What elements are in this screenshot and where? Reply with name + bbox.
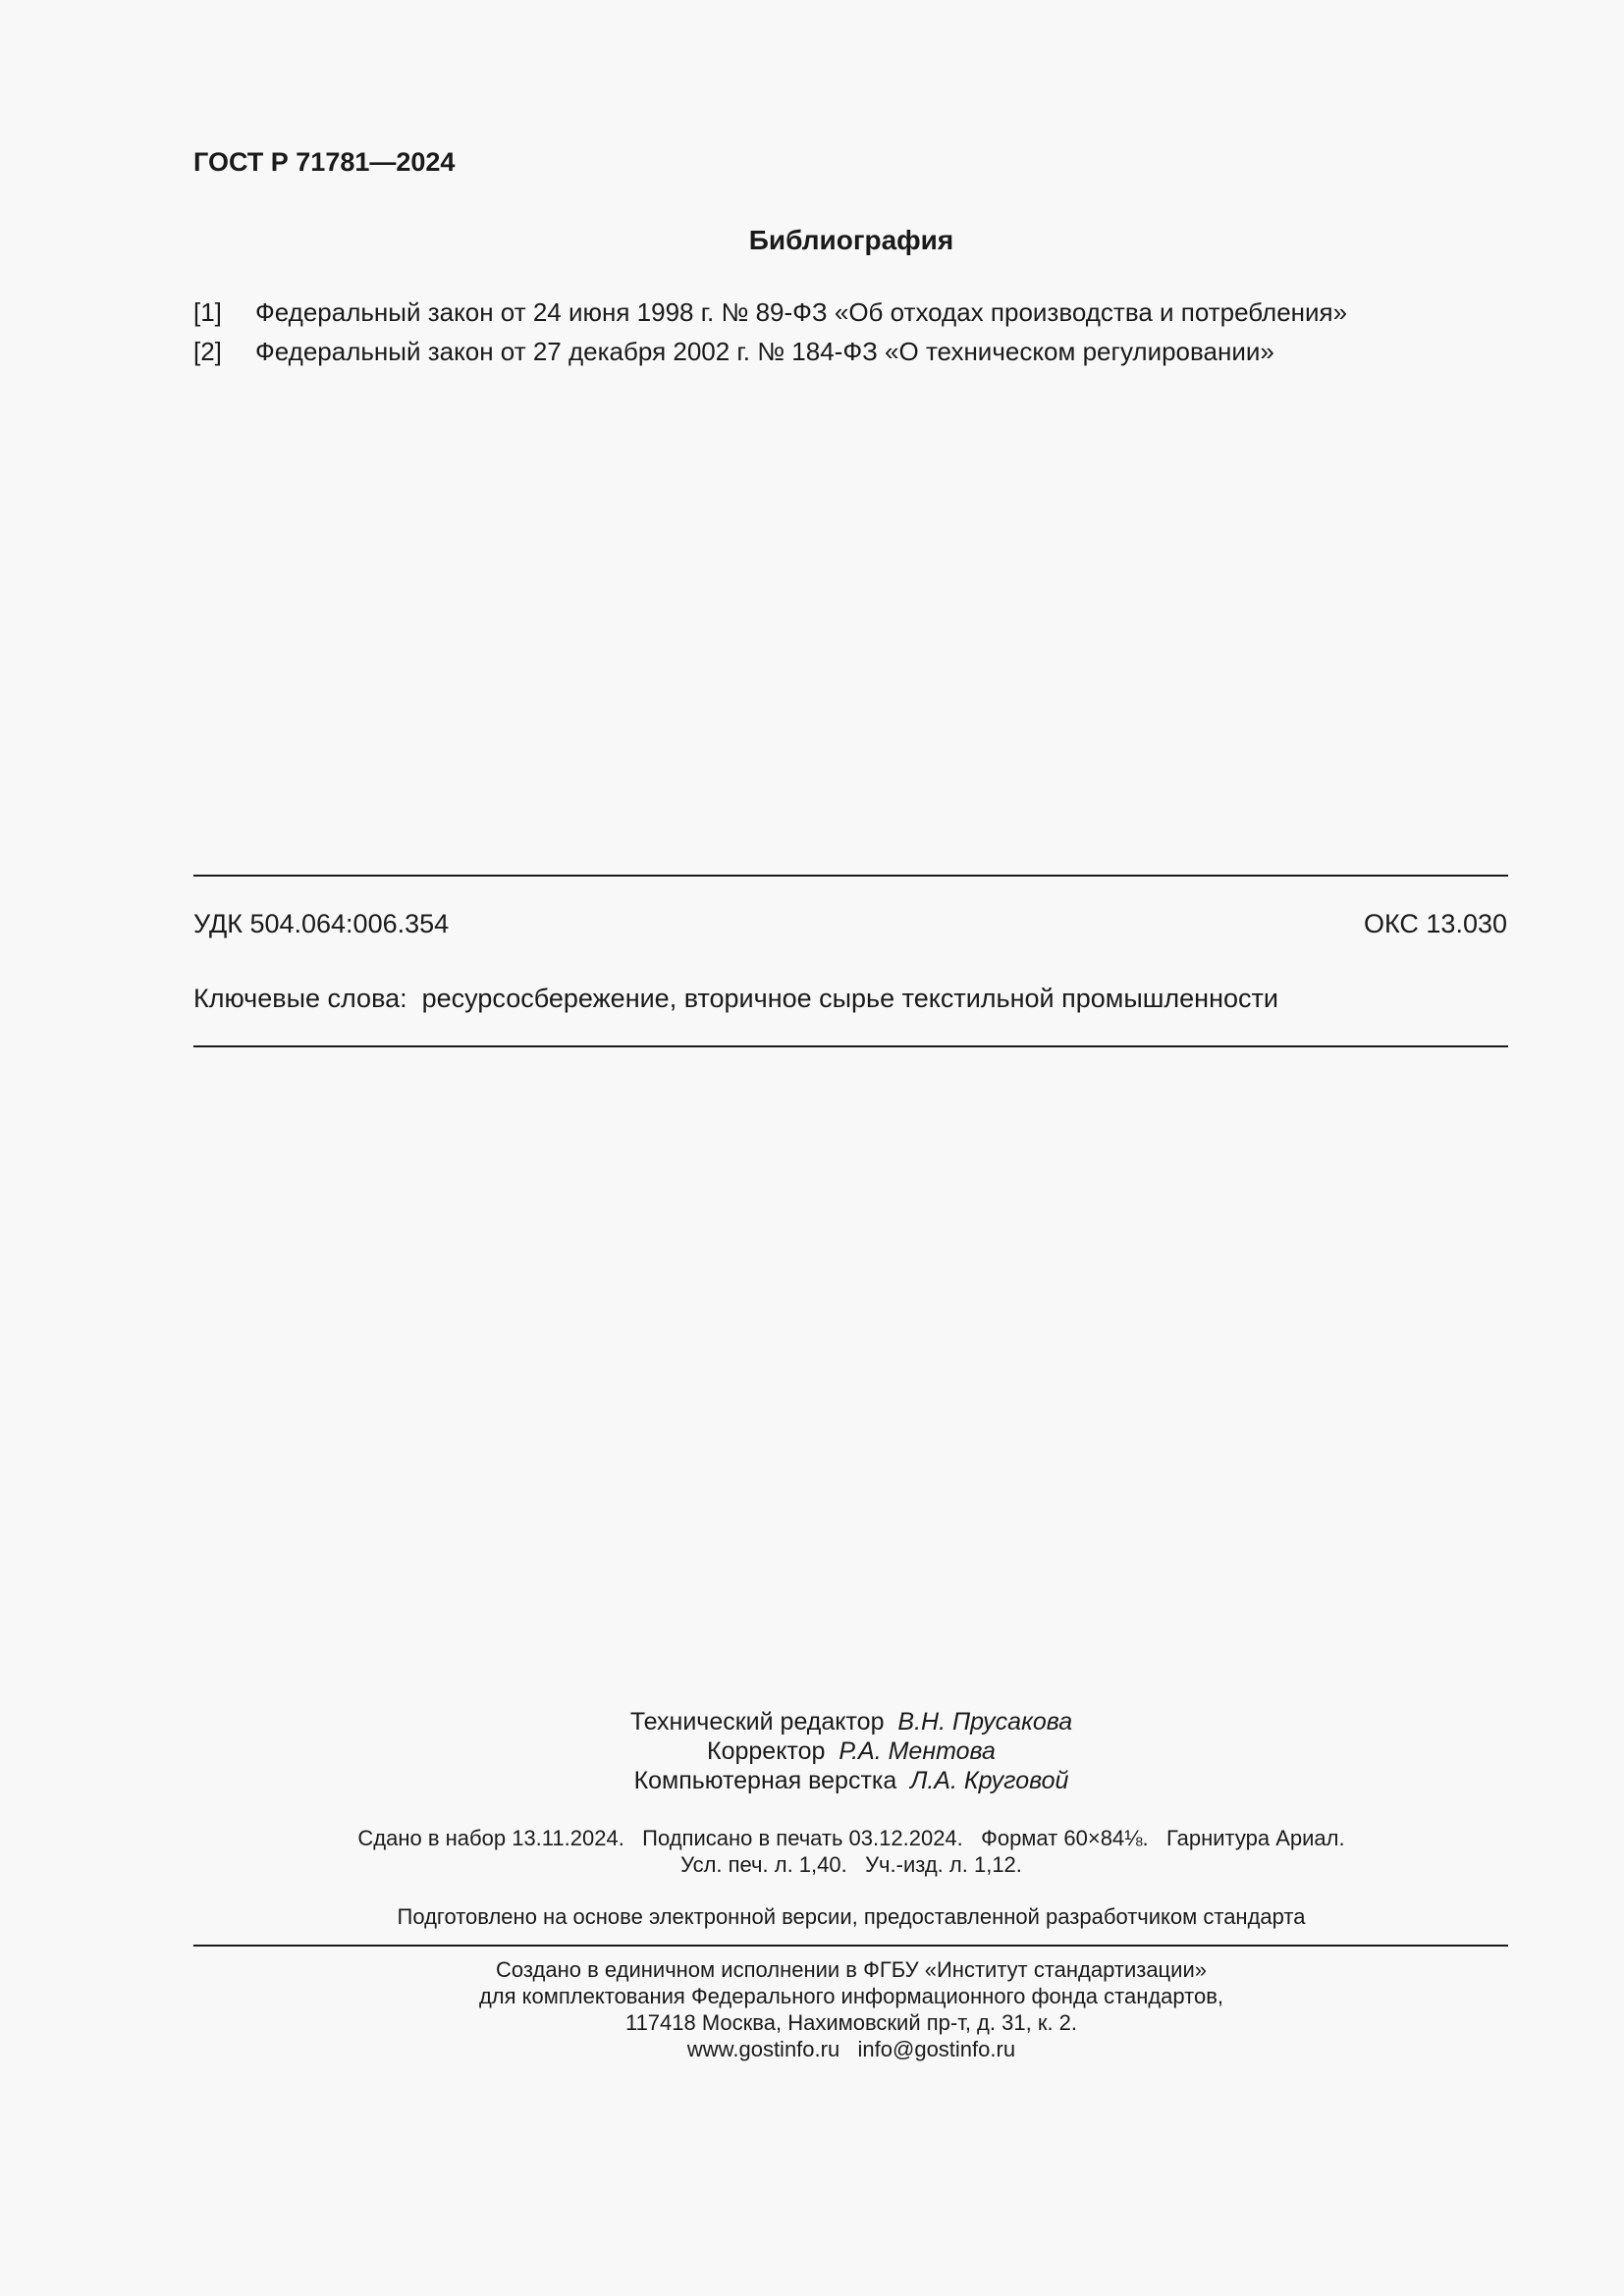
bibliography-item-text: Федеральный закон от 24 июня 1998 г. № 89-ФЗ «Об отходах производства и потребления» — [255, 297, 1348, 327]
bibliography-item-number: [2] — [193, 337, 222, 366]
oks-code: ОКС 13.030 — [1363, 909, 1507, 938]
keywords-label: Ключевые слова: — [193, 984, 407, 1013]
divider-bottom — [193, 1945, 1508, 1947]
keywords-line — [193, 984, 1278, 1014]
tech-editor-line — [0, 1708, 1624, 1736]
prepared-note: Подготовлено на основе электронной версии, предоставленной разработчиком стандарта — [397, 1904, 1306, 1929]
corrector-line — [0, 1737, 1624, 1766]
document-code: ГОСТ Р 71781—2024 — [193, 147, 456, 177]
divider-middle — [193, 1045, 1508, 1047]
bibliography-item — [193, 337, 1509, 367]
bibliography-item — [193, 297, 1509, 328]
imprint-line-1: Сдано в набор 13.11.2024. Подписано в печать 03.12.2024. Формат 60×84⅛. Гарнитура Ариал. — [357, 1826, 1345, 1850]
layout-name: Л.А. Круговой — [910, 1767, 1069, 1794]
created-line-2: для комплектования Федерального информационного фонда стандартов, — [478, 1984, 1224, 2008]
layout-label: Компьютерная верстка — [633, 1767, 897, 1794]
keywords-value: ресурсосбережение, вторичное сырье текстильной промышленности — [421, 984, 1278, 1013]
layout-line — [0, 1767, 1624, 1795]
web-contacts: www.gostinfo.ru info@gostinfo.ru — [686, 2037, 1016, 2061]
divider-top — [193, 875, 1508, 877]
bibliography-title: Библиография — [748, 225, 954, 255]
tech-editor-name: В.Н. Прусакова — [897, 1708, 1073, 1735]
bibliography-item-text: Федеральный закон от 27 декабря 2002 г. № 184-ФЗ «О техническом регулировании» — [255, 337, 1274, 366]
created-line-1: Создано в единичном исполнении в ФГБУ «Институт стандартизации» — [496, 1957, 1207, 1982]
address-line: 117418 Москва, Нахимовский пр-т, д. 31, к. 2. — [624, 2010, 1078, 2035]
corrector-label: Корректор — [707, 1737, 826, 1765]
imprint-line-2: Усл. печ. л. 1,40. Уч.-изд. л. 1,12. — [680, 1852, 1022, 1877]
tech-editor-label: Технический редактор — [629, 1708, 885, 1735]
bibliography-item-number: [1] — [193, 297, 222, 327]
corrector-name: Р.А. Ментова — [839, 1737, 996, 1765]
udk-code: УДК 504.064:006.354 — [193, 909, 450, 938]
